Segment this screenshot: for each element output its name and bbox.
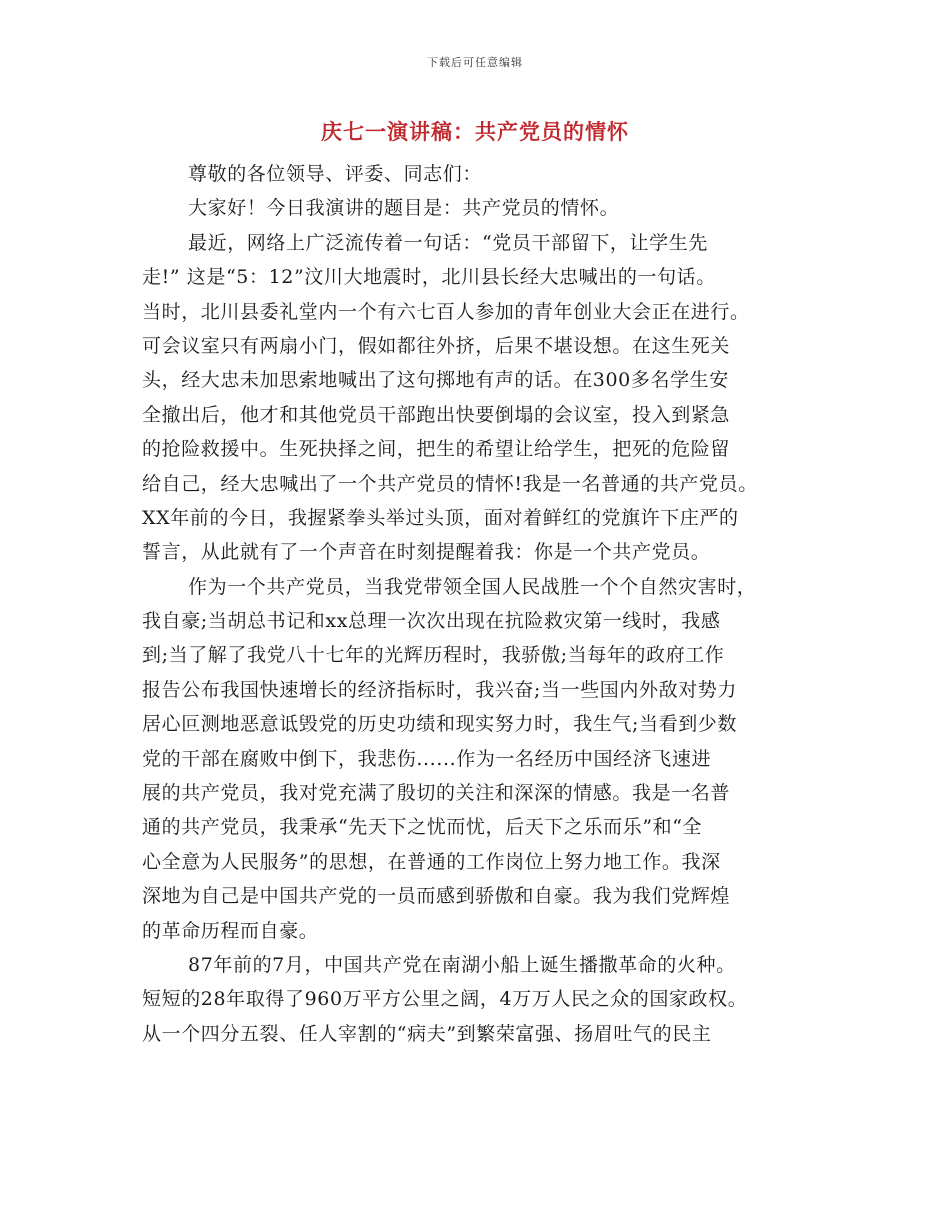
paragraph-line: 展的共产党员，我对党充满了殷切的关注和深深的情感。我是一名普	[142, 782, 731, 805]
paragraph-line: 可会议室只有两扇小门，假如都往外挤，后果不堪设想。在这生死关	[142, 334, 731, 357]
header-note: 下载后可任意编辑	[427, 56, 523, 69]
paragraph-line: 誓言，从此就有了一个声音在时刻提醒着我：你是一个共产党员。	[142, 541, 711, 564]
paragraph-line: 短短的28年取得了960万平方公里之阔，4万万人民之众的国家政权。	[142, 988, 748, 1011]
paragraph-line: 到;当了解了我党八十七年的光辉历程时，我骄傲;当每年的政府工作	[142, 644, 725, 667]
paragraph-line: 从一个四分五裂、任人宰割的“病夫”到繁荣富强、扬眉吐气的民主	[142, 1022, 712, 1045]
paragraph-line: 的抢险救援中。生死抉择之间，把生的希望让给学生，把死的危险留	[142, 438, 731, 461]
paragraph-line: 报告公布我国快速增长的经济指标时，我兴奋;当一些国内外敌对势力	[142, 678, 738, 701]
greeting-line: 大家好！今日我演讲的题目是：共产党员的情怀。	[188, 197, 620, 220]
paragraph-line: 给自己，经大忠喊出了一个共产党员的情怀!我是一名普通的共产党员。	[142, 472, 758, 495]
paragraph-line: 我自豪;当胡总书记和xx总理一次次出现在抗险救灾第一线时，我感	[142, 610, 721, 633]
paragraph-line: XX年前的今日，我握紧拳头举过头顶，面对着鲜红的党旗许下庄严的	[142, 506, 739, 529]
paragraph-line: 走!” 这是“5：12”汶川大地震时，北川县长经大忠喊出的一句话。	[142, 266, 716, 289]
paragraph-line: 头，经大忠未加思索地喊出了这句掷地有声的话。在300多名学生安	[142, 369, 729, 392]
paragraph-line: 深地为自己是中国共产党的一员而感到骄傲和自豪。我为我们党辉煌	[142, 885, 731, 908]
paragraph-line: 全撤出后，他才和其他党员干部跑出快要倒塌的会议室，投入到紧急	[142, 403, 731, 426]
paragraph-line: 当时，北川县委礼堂内一个有六七百人参加的青年创业大会正在进行。	[142, 300, 750, 323]
paragraph-line: 的革命历程而自豪。	[142, 919, 319, 942]
paragraph-line: 党的干部在腐败中倒下，我悲伤......作为一名经历中国经济飞速进	[142, 747, 712, 770]
paragraph-line: 通的共产党员，我秉承“先天下之忧而忧，后天下之乐而乐”和“全	[142, 816, 703, 839]
paragraph-line: 87年前的7月，中国共产党在南湖小船上诞生播撒革命的火种。	[188, 953, 736, 976]
salutation-line: 尊敬的各位领导、评委、同志们：	[188, 163, 483, 185]
paragraph-line: 居心叵测地恶意诋毁党的历史功绩和现实努力时，我生气;当看到少数	[142, 713, 738, 736]
paragraph-line: 作为一个共产党员，当我党带领全国人民战胜一个个自然灾害时，	[188, 575, 757, 598]
document-title: 庆七一演讲稿：共产党员的情怀	[321, 120, 629, 144]
document-body	[142, 157, 822, 1051]
paragraph-line: 心全意为人民服务”的思想，在普通的工作岗位上努力地工作。我深	[142, 850, 721, 873]
paragraph-line: 最近，网络上广泛流传着一句话：“党员干部留下，让学生先	[188, 231, 708, 254]
